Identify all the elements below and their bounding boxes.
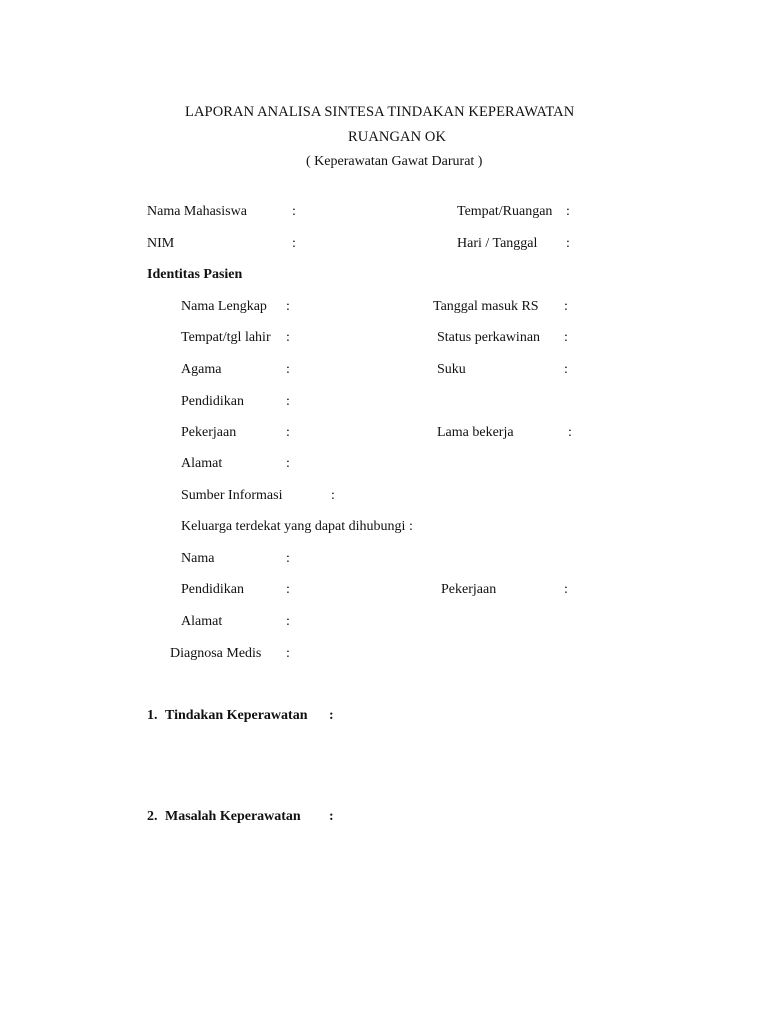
colon: : [286, 582, 290, 597]
label-lama-bekerja: Lama bekerja [437, 425, 514, 440]
label-keluarga-terdekat: Keluarga terdekat yang dapat dihubungi : [181, 519, 413, 534]
colon: : [331, 488, 335, 503]
colon: : [566, 236, 570, 251]
section-heading-tindakan-keperawatan: Tindakan Keperawatan [165, 708, 308, 723]
colon: : [564, 330, 568, 345]
label-pendidikan: Pendidikan [181, 394, 244, 409]
colon: : [564, 582, 568, 597]
colon: : [286, 646, 290, 661]
colon: : [286, 299, 290, 314]
label-family-pendidikan: Pendidikan [181, 582, 244, 597]
colon: : [286, 330, 290, 345]
colon: : [329, 708, 334, 723]
colon: : [286, 425, 290, 440]
label-tempat-ruangan: Tempat/Ruangan [457, 204, 553, 219]
label-alamat: Alamat [181, 456, 223, 471]
colon: : [286, 362, 290, 377]
label-family-alamat: Alamat [181, 614, 223, 629]
colon: : [286, 456, 290, 471]
colon: : [564, 299, 568, 314]
section-heading-masalah-keperawatan: Masalah Keperawatan [165, 809, 301, 824]
colon: : [292, 204, 296, 219]
document-subtitle: ( Keperawatan Gawat Darurat ) [306, 154, 483, 169]
label-nama-lengkap: Nama Lengkap [181, 299, 267, 314]
label-tanggal-masuk-rs: Tanggal masuk RS [433, 299, 539, 314]
label-nim: NIM [147, 236, 175, 251]
colon: : [292, 236, 296, 251]
label-agama: Agama [181, 362, 222, 377]
colon: : [329, 809, 334, 824]
label-sumber-informasi: Sumber Informasi [181, 488, 283, 503]
section-number: 1. [147, 708, 158, 723]
label-tempat-tgl-lahir: Tempat/tgl lahir [181, 330, 271, 345]
colon: : [286, 394, 290, 409]
label-hari-tanggal: Hari / Tanggal [457, 236, 538, 251]
section-number: 2. [147, 809, 158, 824]
document-title-room: RUANGAN OK [348, 129, 447, 145]
colon: : [566, 204, 570, 219]
colon: : [286, 614, 290, 629]
colon: : [564, 362, 568, 377]
label-family-pekerjaan: Pekerjaan [441, 582, 497, 597]
colon: : [286, 551, 290, 566]
section-heading-identitas-pasien: Identitas Pasien [147, 267, 243, 282]
label-status-perkawinan: Status perkawinan [437, 330, 541, 345]
label-pekerjaan: Pekerjaan [181, 425, 237, 440]
label-family-nama: Nama [181, 551, 215, 566]
label-nama-mahasiswa: Nama Mahasiswa [147, 204, 247, 219]
label-diagnosa-medis: Diagnosa Medis [170, 646, 262, 661]
label-suku: Suku [437, 362, 466, 377]
colon: : [568, 425, 572, 440]
document-title: LAPORAN ANALISA SINTESA TINDAKAN KEPERAWATAN [185, 104, 575, 120]
